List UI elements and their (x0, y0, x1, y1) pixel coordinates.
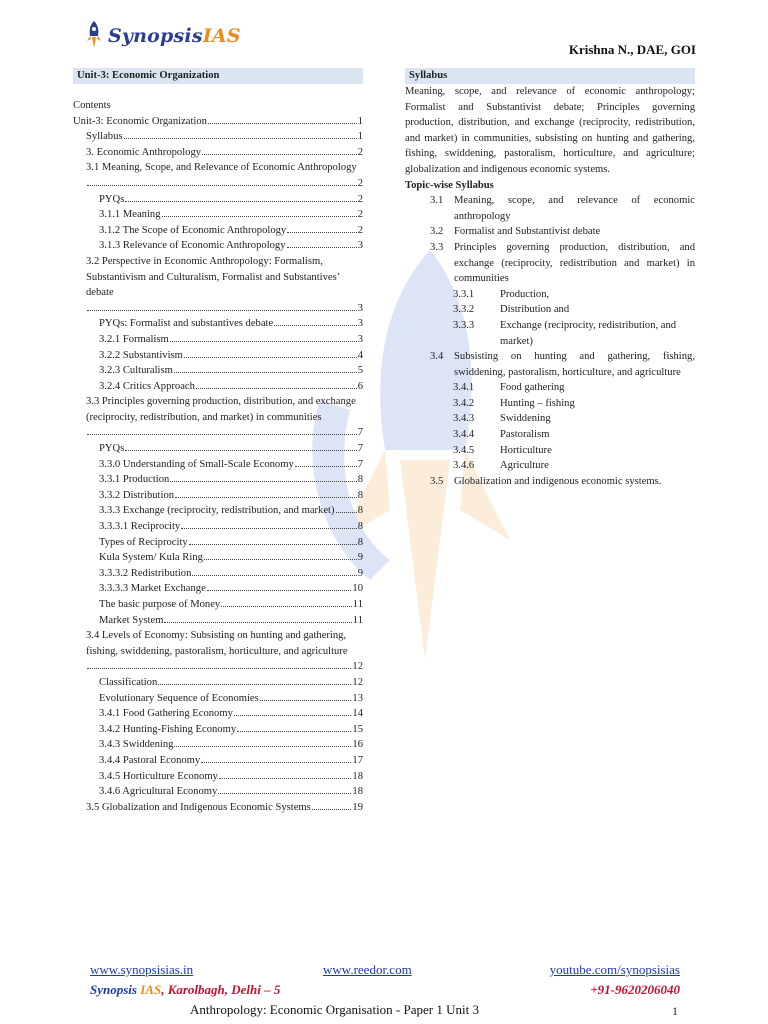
toc-leader-dots (164, 622, 351, 623)
toc-entry-title: Unit-3: Economic Organization (73, 115, 207, 127)
toc-entry[interactable] (73, 784, 363, 800)
toc-page-number: 9 (357, 567, 363, 579)
subtopic-number: 3.4.4 (453, 429, 475, 441)
reedor-link[interactable]: www.reedor.com (323, 962, 412, 977)
phone-number: +91-9620206040 (590, 982, 680, 997)
toc-page-number: 6 (357, 380, 363, 392)
toc-entry[interactable] (73, 769, 363, 785)
subtopic-item (405, 427, 695, 443)
toc-entry[interactable] (73, 628, 363, 675)
toc-entry-title: 3. Economic Anthropology (86, 146, 202, 158)
toc-page-number: 7 (357, 427, 363, 439)
subtopic-item (405, 380, 695, 396)
subtopic-item (405, 396, 695, 412)
toc-entry[interactable] (73, 145, 363, 161)
subtopic-text: Production, (500, 288, 550, 300)
toc-leader-dots (87, 310, 357, 311)
subtopic-number: 3.4.1 (453, 382, 475, 394)
toc-entry-title: 3.3.3.3 Market Exchange (99, 583, 206, 595)
toc-leader-dots (202, 154, 357, 155)
toc-entry-title: 3.4.6 Agricultural Economy (99, 786, 218, 798)
subtopic-number: 3.4.6 (453, 460, 475, 472)
toc-page-number: 13 (352, 692, 363, 704)
toc-entry-title: PYQs (99, 193, 125, 205)
toc-entry-title: 3.1.3 Relevance of Economic Anthropology (99, 240, 286, 252)
toc-entry[interactable] (73, 737, 363, 753)
toc-entry-title: PYQs: Formalist and substantives debate (99, 318, 274, 330)
toc-leader-dots (336, 512, 357, 513)
toc-page-number: 10 (352, 583, 363, 595)
toc-entry[interactable] (73, 223, 363, 239)
topic-text: Formalist and Substantivist debate (454, 226, 601, 238)
toc-entry-title: 3.3.3.2 Redistribution (99, 567, 192, 579)
subtopic-number: 3.3.3 (453, 319, 475, 331)
topic-item (405, 474, 695, 490)
topic-item (405, 349, 695, 380)
toc-page-number: 9 (357, 552, 363, 564)
topic-wise-list (405, 193, 695, 489)
toc-entry-title: 3.3.1 Production (99, 474, 170, 486)
toc-entry[interactable] (73, 254, 363, 316)
toc-entry-title: Kula System/ Kula Ring (99, 552, 203, 564)
toc-entry-title: Syllabus (86, 131, 123, 143)
topic-number: 3.3 (430, 241, 444, 253)
toc-entry-title: 3.4.2 Hunting-Fishing Economy (99, 723, 237, 735)
topic-wise-heading: Topic-wise Syllabus (405, 179, 494, 191)
toc-leader-dots (174, 372, 357, 373)
toc-entry-title: 3.1 Meaning, Scope, and Relevance of Economic Anthropology (86, 162, 357, 174)
toc-entry[interactable] (73, 379, 363, 395)
toc-leader-dots (125, 450, 356, 451)
toc-leader-dots (287, 247, 357, 248)
page-footer (0, 960, 768, 1024)
toc-page-number: 7 (357, 458, 363, 470)
toc-entry[interactable] (73, 597, 363, 613)
toc-entry-title: 3.4 Levels of Economy: Subsisting on hunting and gathering, fishing, swiddening, pastoralism, horticulture, and agriculture (86, 630, 348, 657)
subtopic-text: Agriculture (500, 460, 549, 472)
table-of-contents (73, 68, 363, 815)
toc-page-number: 5 (357, 365, 363, 377)
syllabus-band: Syllabus (405, 68, 695, 84)
toc-entry[interactable] (73, 129, 363, 145)
toc-entry-title: 3.4.1 Food Gathering Economy (99, 708, 233, 720)
topic-item (405, 193, 695, 224)
toc-page-number: 8 (357, 474, 363, 486)
toc-page-number: 2 (357, 146, 363, 158)
toc-page-number: 1 (357, 115, 363, 127)
toc-leader-dots (184, 357, 357, 358)
toc-list (73, 114, 363, 816)
toc-leader-dots (274, 325, 357, 326)
toc-entry-title: 3.2 Perspective in Economic Anthropology: Formalism, Substantivism and Culturalism, Formalist and Substantives’ debate (86, 255, 340, 299)
toc-page-number: 12 (352, 661, 363, 673)
toc-entry-title: 3.3.3 Exchange (reciprocity, redistribution, and market) (99, 505, 335, 517)
toc-entry-title: 3.2.1 Formalism (99, 333, 169, 345)
subtopic-item (405, 411, 695, 427)
toc-page-number: 11 (352, 614, 363, 626)
toc-entry-title: 3.3.2 Distribution (99, 489, 175, 501)
toc-leader-dots (234, 715, 352, 716)
subtopic-text: Pastoralism (500, 429, 550, 441)
unit-title-band: Unit-3: Economic Organization (73, 68, 363, 84)
toc-entry[interactable] (73, 332, 363, 348)
toc-leader-dots (175, 497, 357, 498)
toc-leader-dots (125, 201, 356, 202)
toc-page-number: 7 (357, 443, 363, 455)
toc-page-number: 2 (357, 224, 363, 236)
document-title: Anthropology: Economic Organisation - Paper 1 Unit 3 (190, 1002, 479, 1017)
toc-page-number: 17 (352, 754, 363, 766)
topic-text: Principles governing production, distribution, and exchange (reciprocity, redistribution and market) in communities (454, 241, 695, 285)
toc-entry-title: 3.4.4 Pastoral Economy (99, 754, 201, 766)
toc-entry[interactable] (73, 722, 363, 738)
toc-leader-dots (124, 138, 357, 139)
subtopic-item (405, 287, 695, 303)
toc-leader-dots (87, 668, 351, 669)
syllabus-column (405, 68, 695, 489)
toc-leader-dots (312, 809, 352, 810)
toc-page-number: 8 (357, 505, 363, 517)
toc-page-number: 4 (357, 349, 363, 361)
toc-entry[interactable] (73, 114, 363, 130)
toc-entry-title: 3.2.2 Substantivism (99, 349, 183, 361)
logo-wordmark: SynopsisIAS (108, 25, 241, 47)
topic-number: 3.4 (430, 351, 444, 363)
synopsis-ias-logo[interactable] (84, 20, 241, 52)
toc-entry-title: 3.5 Globalization and Indigenous Economic Systems (86, 801, 311, 813)
toc-leader-dots (219, 778, 352, 779)
subtopic-text: Food gathering (500, 382, 565, 394)
toc-entry[interactable] (73, 457, 363, 473)
toc-page-number: 3 (357, 302, 363, 314)
subtopic-text: Swiddening (500, 413, 551, 425)
toc-page-number: 16 (352, 739, 363, 751)
toc-entry-title: 3.4.5 Horticulture Economy (99, 770, 218, 782)
toc-entry-title: 3.2.4 Critics Approach (99, 380, 195, 392)
toc-leader-dots (295, 466, 357, 467)
toc-leader-dots (207, 590, 352, 591)
toc-entry-title: 3.3.0 Understanding of Small-Scale Economy (99, 458, 294, 470)
toc-leader-dots (201, 762, 351, 763)
toc-leader-dots (174, 746, 351, 747)
topic-text: Subsisting on hunting and gathering, fishing, swiddening, pastoralism, horticulture, and agriculture (454, 351, 695, 378)
toc-entry-title: Types of Reciprocity (99, 536, 188, 548)
toc-entry[interactable] (73, 160, 363, 191)
subtopic-number: 3.4.5 (453, 444, 475, 456)
subtopic-number: 3.3.1 (453, 288, 475, 300)
toc-entry-title: 3.1.2 The Scope of Economic Anthropology (99, 224, 287, 236)
subtopic-text: Hunting – fishing (500, 397, 575, 409)
topic-number: 3.2 (430, 226, 444, 238)
toc-entry[interactable] (73, 691, 363, 707)
topic-item (405, 224, 695, 240)
toc-entry[interactable] (73, 581, 363, 597)
toc-leader-dots (158, 684, 351, 685)
toc-entry[interactable] (73, 394, 363, 441)
toc-entry-title: 3.3.3.1 Reciprocity (99, 521, 181, 533)
rocket-logo-icon (84, 20, 104, 52)
toc-entry-title: 3.2.3 Culturalism (99, 365, 173, 377)
subtopic-item (405, 443, 695, 459)
toc-page-number: 15 (352, 723, 363, 735)
topic-text: Meaning, scope, and relevance of economic anthropology (454, 195, 695, 222)
toc-leader-dots (87, 434, 357, 435)
toc-entry-title: 3.1.1 Meaning (99, 209, 161, 221)
syllabus-text: Meaning, scope, and relevance of economic anthropology; Formalist and Substantivist debate; Principles governing production, distribution, and exchange (reciprocity, redistribution, and market) in communities, subsisting on hunting and gathering, fishing, swiddening, pastoralism, horticulture, and agriculture; globalization and indigenous economic systems. (405, 86, 695, 175)
toc-leader-dots (87, 185, 357, 186)
toc-leader-dots (162, 216, 357, 217)
topic-item (405, 240, 695, 287)
toc-entry[interactable] (73, 192, 363, 208)
toc-leader-dots (237, 731, 351, 732)
toc-page-number: 8 (357, 489, 363, 501)
toc-leader-dots (196, 388, 357, 389)
toc-leader-dots (218, 793, 351, 794)
toc-page-number: 18 (352, 786, 363, 798)
subtopic-item (405, 458, 695, 474)
toc-entry[interactable] (73, 753, 363, 769)
subtopic-number: 3.4.3 (453, 413, 475, 425)
toc-entry[interactable] (73, 316, 363, 332)
subtopic-item (405, 318, 695, 349)
toc-entry[interactable] (73, 441, 363, 457)
toc-leader-dots (170, 341, 357, 342)
toc-entry[interactable] (73, 238, 363, 254)
youtube-link[interactable]: youtube.com/synopsisias (549, 962, 680, 977)
toc-entry-title: PYQs (99, 443, 125, 455)
toc-page-number: 18 (352, 770, 363, 782)
subtopic-number: 3.3.2 (453, 304, 475, 316)
toc-entry-title: Evolutionary Sequence of Economies (99, 692, 259, 704)
toc-leader-dots (287, 232, 356, 233)
toc-leader-dots (170, 481, 356, 482)
toc-leader-dots (260, 700, 352, 701)
contents-heading: Contents (73, 100, 111, 111)
toc-entry[interactable] (73, 535, 363, 551)
toc-entry-title: 3.4.3 Swiddening (99, 739, 174, 751)
toc-entry[interactable] (73, 348, 363, 364)
toc-page-number: 2 (357, 177, 363, 189)
toc-leader-dots (192, 575, 356, 576)
toc-entry[interactable] (73, 503, 363, 519)
toc-entry-title: 3.3 Principles governing production, distribution, and exchange (reciprocity, redistribution, and market) in communities (86, 396, 356, 423)
subtopic-text: Exchange (reciprocity, redistribution, and market) (500, 319, 677, 347)
subtopic-text: Horticulture (500, 444, 552, 456)
toc-leader-dots (181, 528, 357, 529)
author-credit: Krishna N., DAE, GOI (568, 42, 696, 57)
page-header (0, 0, 768, 62)
toc-entry[interactable] (73, 207, 363, 223)
toc-page-number: 3 (357, 318, 363, 330)
toc-leader-dots (208, 123, 357, 124)
toc-entry[interactable] (73, 566, 363, 582)
toc-entry-title: The basic purpose of Money (99, 599, 221, 610)
subtopic-item (405, 302, 695, 318)
toc-entry[interactable] (73, 488, 363, 504)
toc-entry[interactable] (73, 706, 363, 722)
toc-page-number: 8 (357, 536, 363, 548)
toc-page-number: 14 (352, 708, 363, 720)
toc-entry-title: Market System (99, 614, 164, 626)
toc-entry[interactable] (73, 472, 363, 488)
toc-page-number: 19 (352, 801, 363, 813)
toc-page-number: 1 (357, 131, 363, 143)
toc-page-number: 11 (352, 599, 363, 610)
toc-entry-title: Classification (99, 676, 158, 688)
topic-text: Globalization and indigenous economic systems. (454, 475, 662, 487)
toc-leader-dots (204, 559, 357, 560)
toc-page-number: 2 (357, 193, 363, 205)
toc-leader-dots (189, 544, 357, 545)
toc-entry[interactable] (73, 363, 363, 379)
toc-page-number: 2 (357, 209, 363, 221)
synopsisias-link[interactable]: www.synopsisias.in (90, 962, 194, 977)
toc-page-number: 12 (352, 676, 363, 688)
toc-entry[interactable] (73, 550, 363, 566)
toc-page-number: 3 (357, 333, 363, 345)
toc-entry[interactable] (73, 800, 363, 816)
page-number: 1 (672, 1004, 678, 1018)
topic-number: 3.5 (430, 475, 444, 487)
topic-number: 3.1 (430, 195, 444, 207)
toc-entry[interactable] (73, 519, 363, 535)
toc-entry[interactable] (73, 675, 363, 691)
toc-leader-dots (221, 606, 352, 607)
toc-page-number: 8 (357, 521, 363, 533)
org-address: Synopsis IAS, Karolbagh, Delhi – 5 (90, 982, 281, 997)
toc-entry[interactable] (73, 613, 363, 629)
subtopic-number: 3.4.2 (453, 397, 475, 409)
toc-page-number: 3 (357, 240, 363, 252)
subtopic-text: Distribution and (500, 304, 570, 316)
